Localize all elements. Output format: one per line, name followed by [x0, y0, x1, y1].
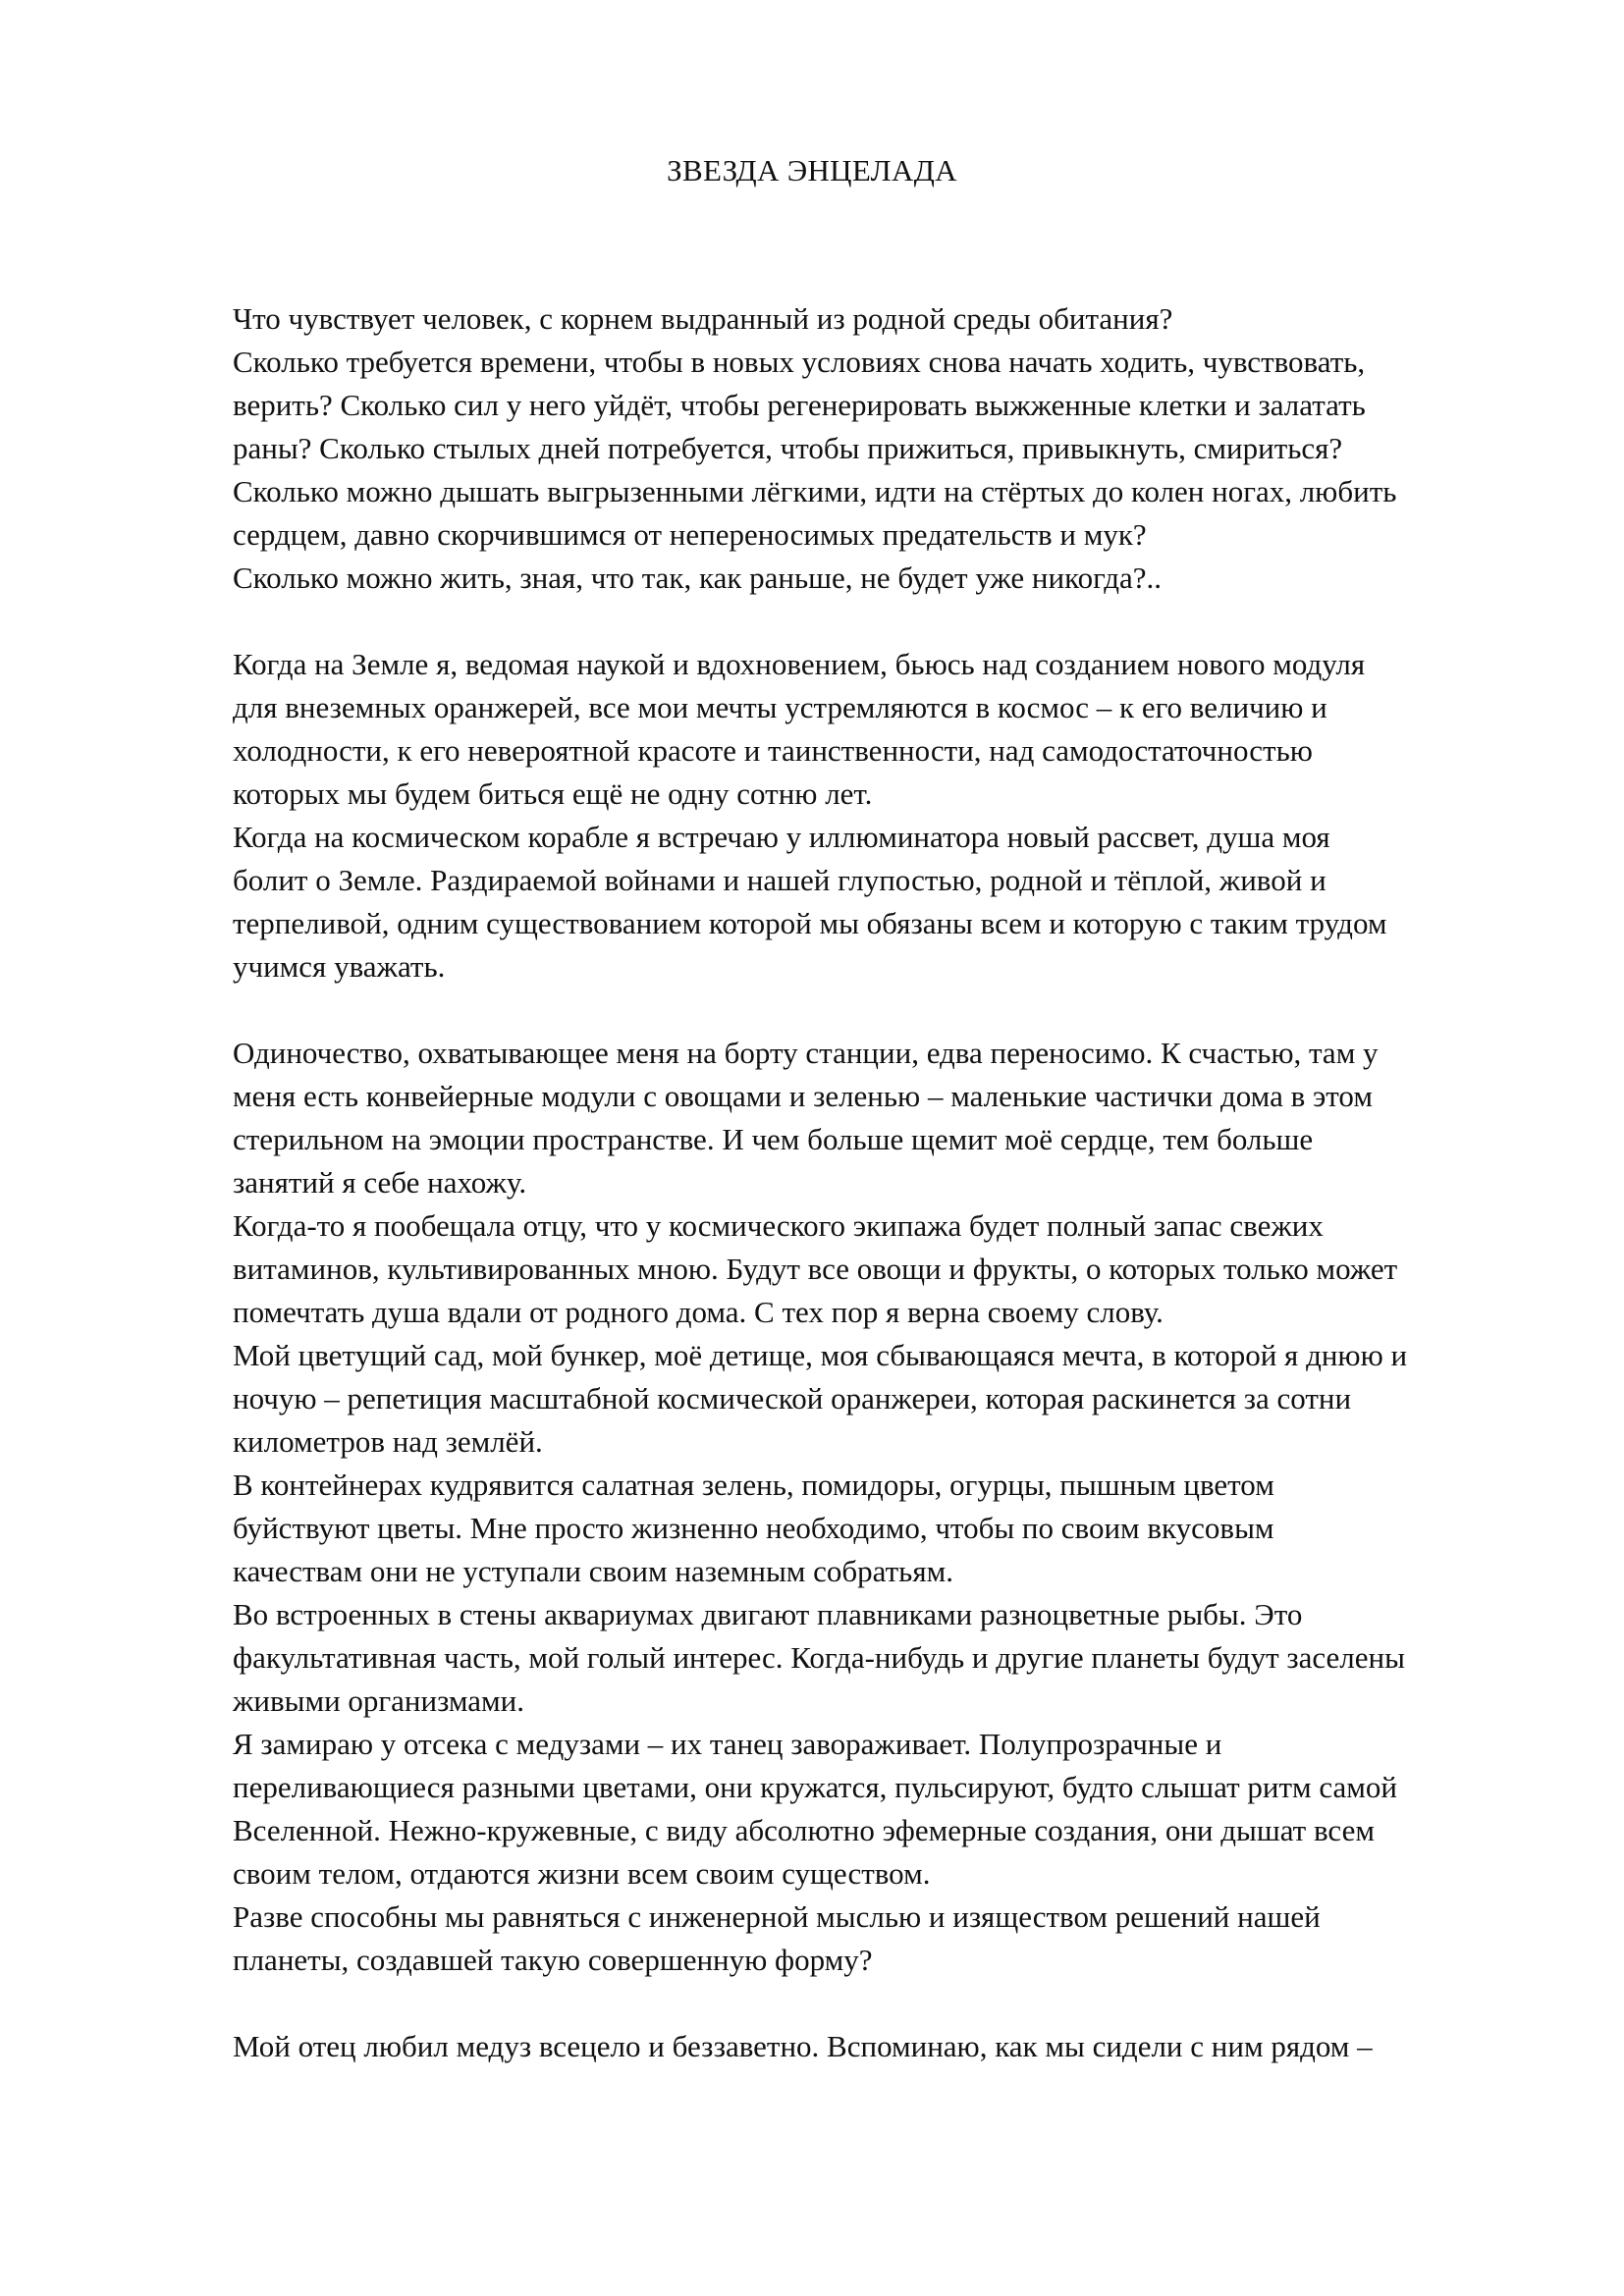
text-line: качествам они не уступали своим наземным собратьям. — [233, 1554, 953, 1588]
text-line: которых мы будем биться ещё не одну сотню лет. — [233, 776, 873, 811]
text-line: В контейнерах кудрявится салатная зелень, помидоры, огурцы, пышным цветом — [233, 1468, 1274, 1502]
text-line: болит о Земле. Раздираемой войнами и нашей глупостью, родной и тёплой, живой и — [233, 863, 1326, 897]
document-body — [233, 297, 1529, 2068]
text-line: километров над землёй. — [233, 1424, 543, 1459]
text-line: Мой отец любил медуз всецело и беззаветно. Вспоминаю, как мы сидели с ним рядом – — [233, 2029, 1373, 2063]
text-line: для внеземных оранжерей, все мои мечты устремляются в космос – к его величию и — [233, 690, 1327, 724]
text-line: живыми организмами. — [233, 1683, 525, 1718]
paragraph — [233, 2025, 1529, 2068]
paragraph-gap — [233, 1982, 1529, 2025]
text-line: помечтать душа вдали от родного дома. С тех пор я верна своему слову. — [233, 1295, 1164, 1329]
text-line: Сколько требуется времени, чтобы в новых условиях снова начать ходить, чувствовать, — [233, 345, 1366, 379]
paragraph — [233, 1032, 1529, 1982]
document-title: ЗВЕЗДА ЭНЦЕЛАДА — [667, 153, 957, 187]
text-line: Когда на Земле я, ведомая наукой и вдохновением, бьюсь над созданием нового модуля — [233, 647, 1366, 681]
text-line: меня есть конвейерные модули с овощами и зеленью – маленькие частички дома в этом — [233, 1079, 1373, 1113]
text-line: Одиночество, охватывающее меня на борту станции, едва переносимо. К счастью, там у — [233, 1036, 1379, 1070]
text-line: Сколько можно дышать выгрызенными лёгкими, идти на стёртых до колен ногах, любить — [233, 474, 1397, 508]
text-line: Сколько можно жить, зная, что так, как раньше, не будет уже никогда?.. — [233, 561, 1163, 595]
text-line: планеты, создавшей такую совершенную форму? — [233, 1943, 873, 1977]
text-line: сердцем, давно скорчившимся от непереносимых предательств и мук? — [233, 517, 1147, 552]
paragraph — [233, 643, 1529, 988]
text-line: Вселенной. Нежно-кружевные, с виду абсолютно эфемерные создания, они дышат всем — [233, 1813, 1375, 1847]
text-line: терпеливой, одним существованием которой мы обязаны всем и которую с таким трудом — [233, 906, 1387, 940]
paragraph — [233, 297, 1529, 600]
text-line: факультативная часть, мой голый интерес. Когда-нибудь и другие планеты будут заселены — [233, 1640, 1405, 1675]
text-line: Что чувствует человек, с корнем выдранный из родной среды обитания? — [233, 301, 1173, 336]
text-line: Разве способны мы равняться с инженерной мыслью и изяществом решений нашей — [233, 1899, 1321, 1934]
text-line: Мой цветущий сад, мой бункер, моё детище, моя сбывающаяся мечта, в которой я днюю и — [233, 1338, 1408, 1372]
text-line: Во встроенных в стены аквариумах двигают плавниками разноцветные рыбы. Это — [233, 1597, 1303, 1631]
paragraph-gap — [233, 600, 1529, 643]
text-line: раны? Сколько стылых дней потребуется, чтобы прижиться, привыкнуть, смириться? — [233, 431, 1343, 465]
text-line: буйствуют цветы. Мне просто жизненно необходимо, чтобы по своим вкусовым — [233, 1511, 1274, 1545]
text-line: холодности, к его невероятной красоте и таинственности, над самодостаточностью — [233, 733, 1313, 768]
paragraph-gap — [233, 988, 1529, 1032]
text-line: витаминов, культивированных мною. Будут все овощи и фрукты, о которых только может — [233, 1252, 1398, 1286]
text-line: занятий я себе нахожу. — [233, 1165, 527, 1200]
text-line: переливающиеся разными цветами, они кружатся, пульсируют, будто слышат ритм самой — [233, 1770, 1397, 1804]
text-line: верить? Сколько сил у него уйдёт, чтобы регенерировать выжженные клетки и залатать — [233, 388, 1366, 422]
text-line: ночую – репетиция масштабной космической оранжереи, которая раскинется за сотни — [233, 1381, 1352, 1415]
text-line: Я замираю у отсека с медузами – их танец завораживает. Полупрозрачные и — [233, 1727, 1222, 1761]
text-line: стерильном на эмоции пространстве. И чем больше щемит моё сердце, тем больше — [233, 1122, 1314, 1156]
text-line: учимся уважать. — [233, 949, 446, 984]
text-line: Когда-то я пообещала отцу, что у космического экипажа будет полный запас свежих — [233, 1208, 1324, 1243]
text-line: Когда на космическом корабле я встречаю у иллюминатора новый рассвет, душа моя — [233, 820, 1330, 854]
text-line: своим телом, отдаются жизни всем своим существом. — [233, 1856, 931, 1891]
